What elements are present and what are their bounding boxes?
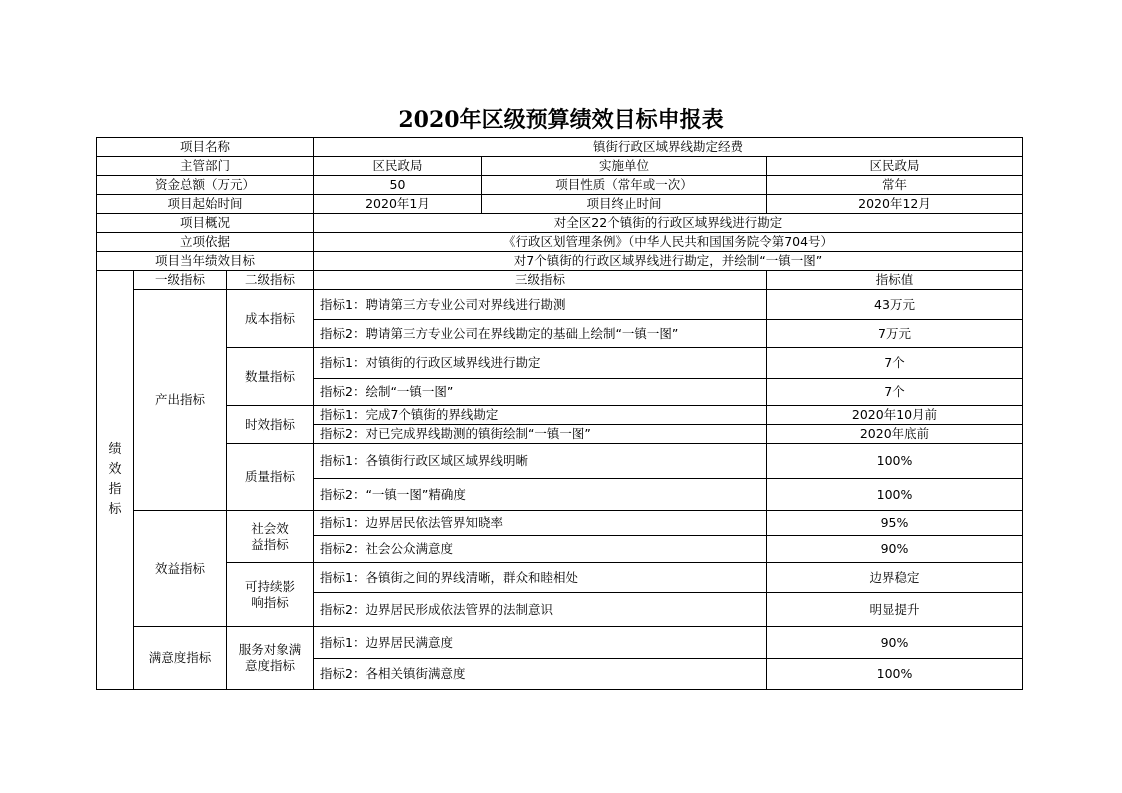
perf-side-label-text: 绩效指标	[108, 442, 122, 517]
indicator-value: 2020年底前	[767, 425, 1023, 444]
indicator-value: 100%	[767, 444, 1023, 479]
end-value: 2020年12月	[767, 195, 1023, 214]
table-row	[97, 563, 1023, 593]
timeliness-label: 时效指标	[227, 406, 314, 444]
indicator-text: 指标2：社会公众满意度	[314, 536, 767, 563]
table-row	[97, 348, 1023, 379]
indicator-value: 明显提升	[767, 593, 1023, 627]
header-l1: 一级指标	[134, 271, 227, 290]
indicator-text: 指标1：聘请第三方专业公司对界线进行勘测	[314, 290, 767, 320]
row-department	[97, 157, 1023, 176]
service-label: 服务对象满意度指标	[227, 627, 314, 690]
overview-value: 对全区22个镇街的行政区域界线进行勘定	[314, 214, 1023, 233]
dept-value: 区民政局	[314, 157, 482, 176]
indicator-text: 指标2：聘请第三方专业公司在界线勘定的基础上绘制“一镇一图”	[314, 320, 767, 348]
overview-label: 项目概况	[97, 214, 314, 233]
header-l3: 三级指标	[314, 271, 767, 290]
perf-side-label	[97, 271, 134, 690]
table-row	[97, 406, 1023, 425]
row-dates	[97, 195, 1023, 214]
start-label: 项目起始时间	[97, 195, 314, 214]
indicator-value: 90%	[767, 536, 1023, 563]
dept-label: 主管部门	[97, 157, 314, 176]
indicator-value: 90%	[767, 627, 1023, 659]
start-value: 2020年1月	[314, 195, 482, 214]
impl-value: 区民政局	[767, 157, 1023, 176]
indicator-text: 指标1：对镇街的行政区域界线进行勘定	[314, 348, 767, 379]
social-label: 社会效益指标	[227, 511, 314, 563]
indicator-value: 7万元	[767, 320, 1023, 348]
output-label: 产出指标	[134, 290, 227, 511]
row-overview	[97, 214, 1023, 233]
indicator-value: 95%	[767, 511, 1023, 536]
nature-value: 常年	[767, 176, 1023, 195]
indicator-text: 指标1：完成7个镇街的界线勘定	[314, 406, 767, 425]
quantity-label: 数量指标	[227, 348, 314, 406]
quality-label: 质量指标	[227, 444, 314, 511]
table-row	[97, 511, 1023, 536]
basis-value: 《行政区划管理条例》（中华人民共和国国务院令第704号）	[314, 233, 1023, 252]
indicator-text: 指标1：各镇街行政区域区域界线明晰	[314, 444, 767, 479]
header-l2: 二级指标	[227, 271, 314, 290]
indicator-value: 43万元	[767, 290, 1023, 320]
project-name-label: 项目名称	[97, 138, 314, 157]
indicator-value: 2020年10月前	[767, 406, 1023, 425]
indicator-text: 指标2：“一镇一图”精确度	[314, 479, 767, 511]
project-name-value: 镇街行政区域界线勘定经费	[314, 138, 1023, 157]
header-value: 指标值	[767, 271, 1023, 290]
table-row	[97, 627, 1023, 659]
indicator-text: 指标1：各镇街之间的界线清晰，群众和睦相处	[314, 563, 767, 593]
indicator-text: 指标1：边界居民依法管界知晓率	[314, 511, 767, 536]
indicator-value: 100%	[767, 479, 1023, 511]
nature-label: 项目性质（常年或一次）	[482, 176, 767, 195]
basis-label: 立项依据	[97, 233, 314, 252]
goal-label: 项目当年绩效目标	[97, 252, 314, 271]
sustain-label: 可持续影响指标	[227, 563, 314, 627]
form-title: 2020年区级预算绩效目标申报表	[398, 107, 724, 133]
row-project-name	[97, 138, 1023, 157]
indicator-text: 指标2：边界居民形成依法管界的法制意识	[314, 593, 767, 627]
satisfaction-label: 满意度指标	[134, 627, 227, 690]
goal-value: 对7个镇街的行政区域界线进行勘定，并绘制“一镇一图”	[314, 252, 1023, 271]
indicator-value: 7个	[767, 348, 1023, 379]
indicator-text: 指标2：对已完成界线勘测的镇街绘制“一镇一图”	[314, 425, 767, 444]
indicator-text: 指标2：绘制“一镇一图”	[314, 379, 767, 406]
table-row	[97, 444, 1023, 479]
indicator-value: 7个	[767, 379, 1023, 406]
table-row	[97, 290, 1023, 320]
indicator-text: 指标2：各相关镇街满意度	[314, 659, 767, 690]
benefit-label: 效益指标	[134, 511, 227, 627]
row-funds	[97, 176, 1023, 195]
row-goal	[97, 252, 1023, 271]
end-label: 项目终止时间	[482, 195, 767, 214]
row-basis	[97, 233, 1023, 252]
indicator-value: 边界稳定	[767, 563, 1023, 593]
indicator-text: 指标1：边界居民满意度	[314, 627, 767, 659]
funds-value: 50	[314, 176, 482, 195]
performance-form-table	[96, 137, 1023, 690]
cost-label: 成本指标	[227, 290, 314, 348]
impl-label: 实施单位	[482, 157, 767, 176]
indicator-value: 100%	[767, 659, 1023, 690]
row-perf-header	[97, 271, 1023, 290]
funds-label: 资金总额（万元）	[97, 176, 314, 195]
